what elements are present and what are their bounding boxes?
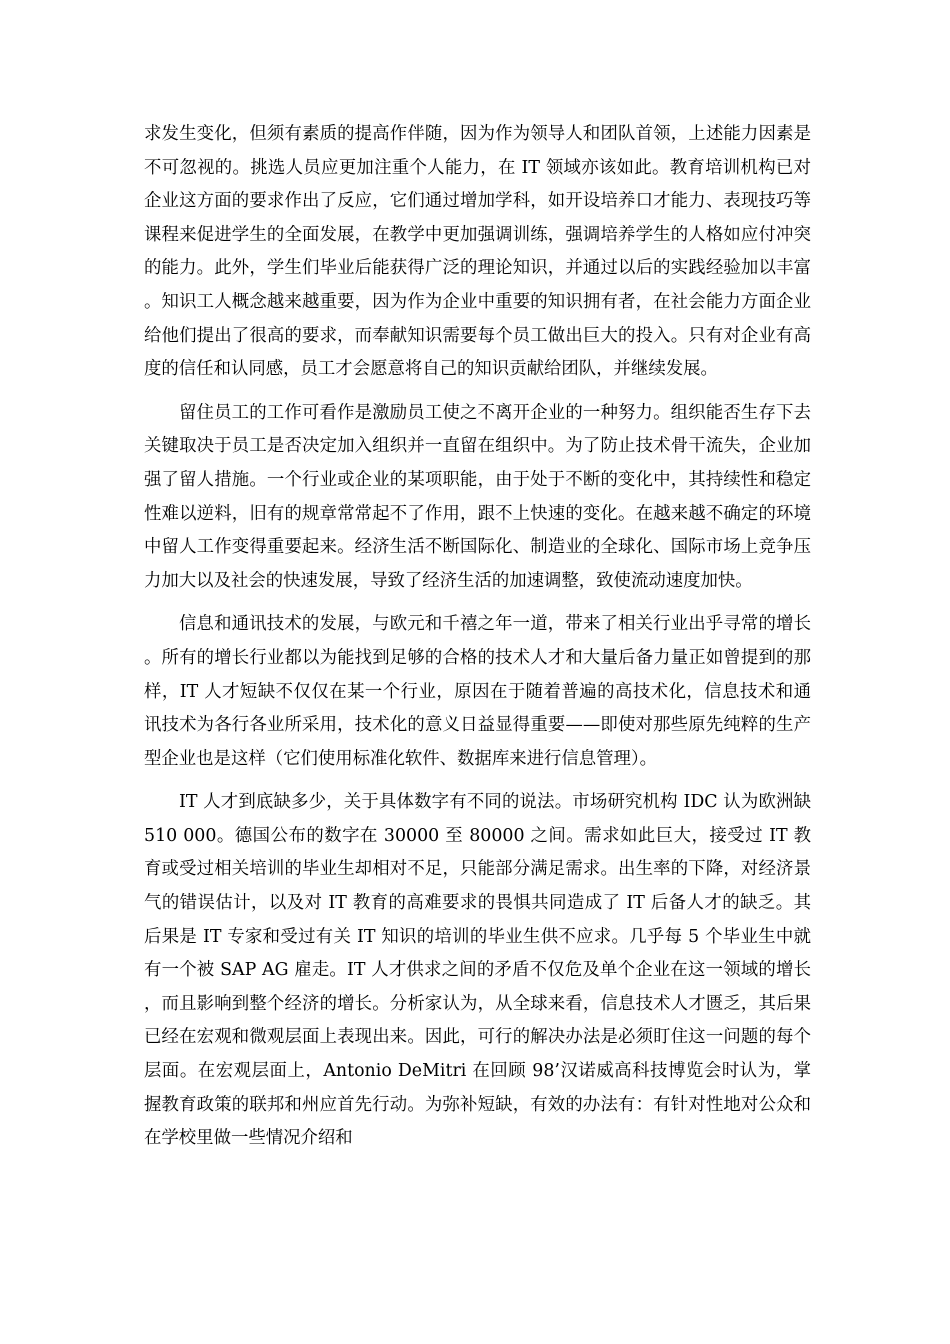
- paragraph-4: IT 人才到底缺多少，关于具体数字有不同的说法。市场研究机构 IDC 认为欧洲缺 510 000。德国公布的数字在 30000 至 80000 之间。需求如此巨大，接受过 IT 教育或受过相关培训的毕业生却相对不足，只能部分满足需求。出生率的下降，对经济景气的错误估计，以及对 IT 教育的高难要求的畏惧共同造成了 IT 后备人才的缺乏。其后果是 IT 专家和受过有关 IT 知识的培训的毕业生供不应求。几乎每 5 个毕业生中就有一个被 SAP AG 雇走。IT 人才供求之间的矛盾不仅危及单个企业在这一领域的增长，而且影响到整个经济的增长。分析家认为，从全球来看，信息技术人才匮乏，其后果已经在宏观和微观层面上表现出来。因此，可行的解决办法是必须盯住这一问题的每个层面。在宏观层面上，Antonio DeMitri 在回顾 98’汉诺威高科技博览会时认为，掌握教育政策的联邦和州应首先行动。为弥补短缺，有效的办法有：有针对性地对公众和在学校里做一些情况介绍和: [144, 792, 811, 1149]
- paragraph-3: 信息和通讯技术的发展，与欧元和千禧之年一道，带来了相关行业出乎寻常的增长。所有的增长行业都以为能找到足够的合格的技术人才和大量后备力量正如曾提到的那样，IT 人才短缺不仅仅在某一个行业，原因在于随着普遍的高技术化，信息技术和通讯技术为各行各业所采用，技术化的意义日益显得重要——即使对那些原先纯粹的生产型企业也是这样（它们使用标准化软件、数据库来进行信息管理）。: [144, 614, 811, 769]
- paragraph-1: 求发生变化，但须有素质的提高作伴随，因为作为领导人和团队首领，上述能力因素是不可忽视的。挑选人员应更加注重个人能力，在 IT 领域亦该如此。教育培训机构已对企业这方面的要求作出了反应，它们通过增加学科，如开设培养口才能力、表现技巧等课程来促进学生的全面发展，在教学中更加强调训练，强调培养学生的人格如应付冲突的能力。此外，学生们毕业后能获得广泛的理论知识，并通过以后的实践经验加以丰富。知识工人概念越来越重要，因为作为企业中重要的知识拥有者，在社会能力方面企业给他们提出了很高的要求，而奉献知识需要每个员工做出巨大的投入。只有对企业有高度的信任和认同感，员工才会愿意将自己的知识贡献给团队，并继续发展。: [144, 124, 811, 380]
- paragraph-2: 留住员工的工作可看作是激励员工使之不离开企业的一种努力。组织能否生存下去关键取决于员工是否决定加入组织并一直留在组织中。为了防止技术骨干流失，企业加强了留人措施。一个行业或企业的某项职能，由于处于不断的变化中，其持续性和稳定性难以逆料，旧有的规章常常起不了作用，跟不上快速的变化。在越来越不确定的环境中留人工作变得重要起来。经济生活不断国际化、制造业的全球化、国际市场上竞争压力加大以及社会的快速发展，导致了经济生活的加速调整，致使流动速度加快。: [144, 402, 811, 591]
- document-body: [144, 118, 811, 1166]
